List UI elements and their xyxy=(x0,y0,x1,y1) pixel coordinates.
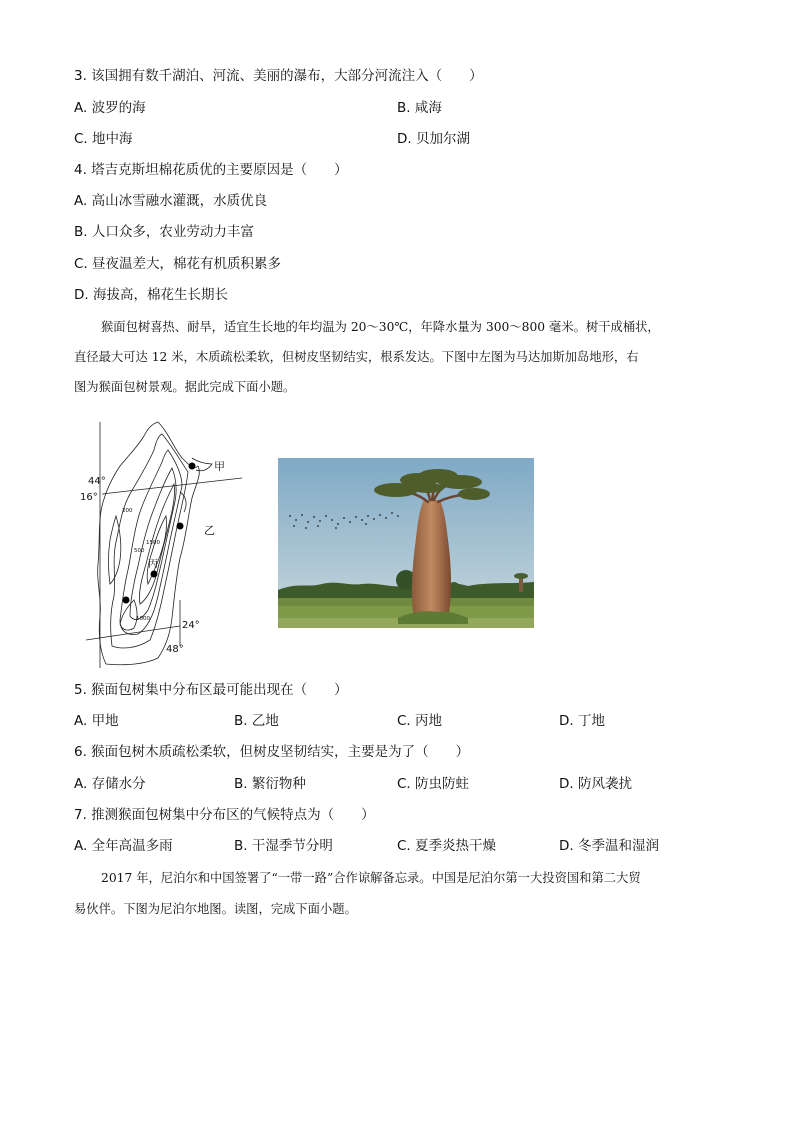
q3-option-c: C. 地中海 xyxy=(74,131,133,147)
q3-option-b: B. 咸海 xyxy=(397,100,442,116)
passage2-line-1: 2017 年，尼泊尔和中国签署了“一带一路”合作谅解备忘录。中国是尼泊尔第一大投资国和第二大贸 xyxy=(101,871,641,885)
q7-option-c: C. 夏季炎热干燥 xyxy=(397,838,497,854)
map-label-yi: 乙 xyxy=(204,524,215,537)
q5-option-d: D. 丁地 xyxy=(559,713,605,729)
map-contour-500: 500 xyxy=(134,548,145,554)
q6-option-c: C. 防虫防蛀 xyxy=(397,776,470,792)
map-label-lat16: 16° xyxy=(80,492,98,503)
map-label-jia: 甲 xyxy=(214,460,225,473)
q4-stem: 4. 塔吉克斯坦棉花质优的主要原因是（ ） xyxy=(74,162,348,178)
q3-option-a: A. 波罗的海 xyxy=(74,100,146,116)
q6-option-b: B. 繁衍物种 xyxy=(234,776,306,792)
map-contour-1000: 1000 xyxy=(136,616,150,622)
map-contour-200: 200 xyxy=(122,508,133,514)
passage1-line-3: 图为猴面包树景观。据此完成下面小题。 xyxy=(74,380,296,394)
passage1-line-1: 猴面包树喜热、耐旱，适宜生长地的年均温为 20～30℃，年降水量为 300～800 毫米。树干成桶状， xyxy=(101,320,660,334)
map-contour-1500: 1500 xyxy=(146,540,160,546)
q6-option-a: A. 存储水分 xyxy=(74,776,146,792)
q4-option-b: B. 人口众多，农业劳动力丰富 xyxy=(74,224,254,240)
q6-stem: 6. 猴面包树木质疏松柔软，但树皮坚韧结实，主要是为了（ ） xyxy=(74,744,470,760)
baobab-photo xyxy=(278,458,534,628)
q3-option-d: D. 贝加尔湖 xyxy=(397,131,470,147)
q5-stem: 5. 猴面包树集中分布区最可能出现在（ ） xyxy=(74,682,348,698)
q7-option-a: A. 全年高温多雨 xyxy=(74,838,173,854)
map-label-lat24: 24° xyxy=(182,620,200,631)
map-label-lon48: 48° xyxy=(166,644,184,655)
map-label-lon44: 44° xyxy=(88,476,106,487)
q7-option-b: B. 干湿季节分明 xyxy=(234,838,333,854)
q5-option-c: C. 丙地 xyxy=(397,713,443,729)
q5-option-a: A. 甲地 xyxy=(74,713,119,729)
madagascar-topo-map xyxy=(76,420,246,670)
passage2-line-2: 易伙伴。下图为尼泊尔地图。读图，完成下面小题。 xyxy=(74,902,357,916)
q5-option-b: B. 乙地 xyxy=(234,713,279,729)
passage1-line-2: 直径最大可达 12 米，木质疏松柔软，但树皮坚韧结实，根系发达。下图中左图为马达加斯加岛地形，右 xyxy=(74,350,639,364)
map-label-bing: 丙 xyxy=(148,559,158,570)
q7-option-d: D. 冬季温和湿润 xyxy=(559,838,659,854)
q4-option-a: A. 高山冰雪融水灌溉，水质优良 xyxy=(74,193,268,209)
q6-option-d: D. 防风袭扰 xyxy=(559,776,632,792)
q7-stem: 7. 推测猴面包树集中分布区的气候特点为（ ） xyxy=(74,807,375,823)
q4-option-c: C. 昼夜温差大，棉花有机质积累多 xyxy=(74,256,282,272)
q4-option-d: D. 海拔高，棉花生长期长 xyxy=(74,287,228,303)
q3-stem: 3. 该国拥有数千湖泊、河流、美丽的瀑布，大部分河流注入（ ） xyxy=(74,68,483,84)
